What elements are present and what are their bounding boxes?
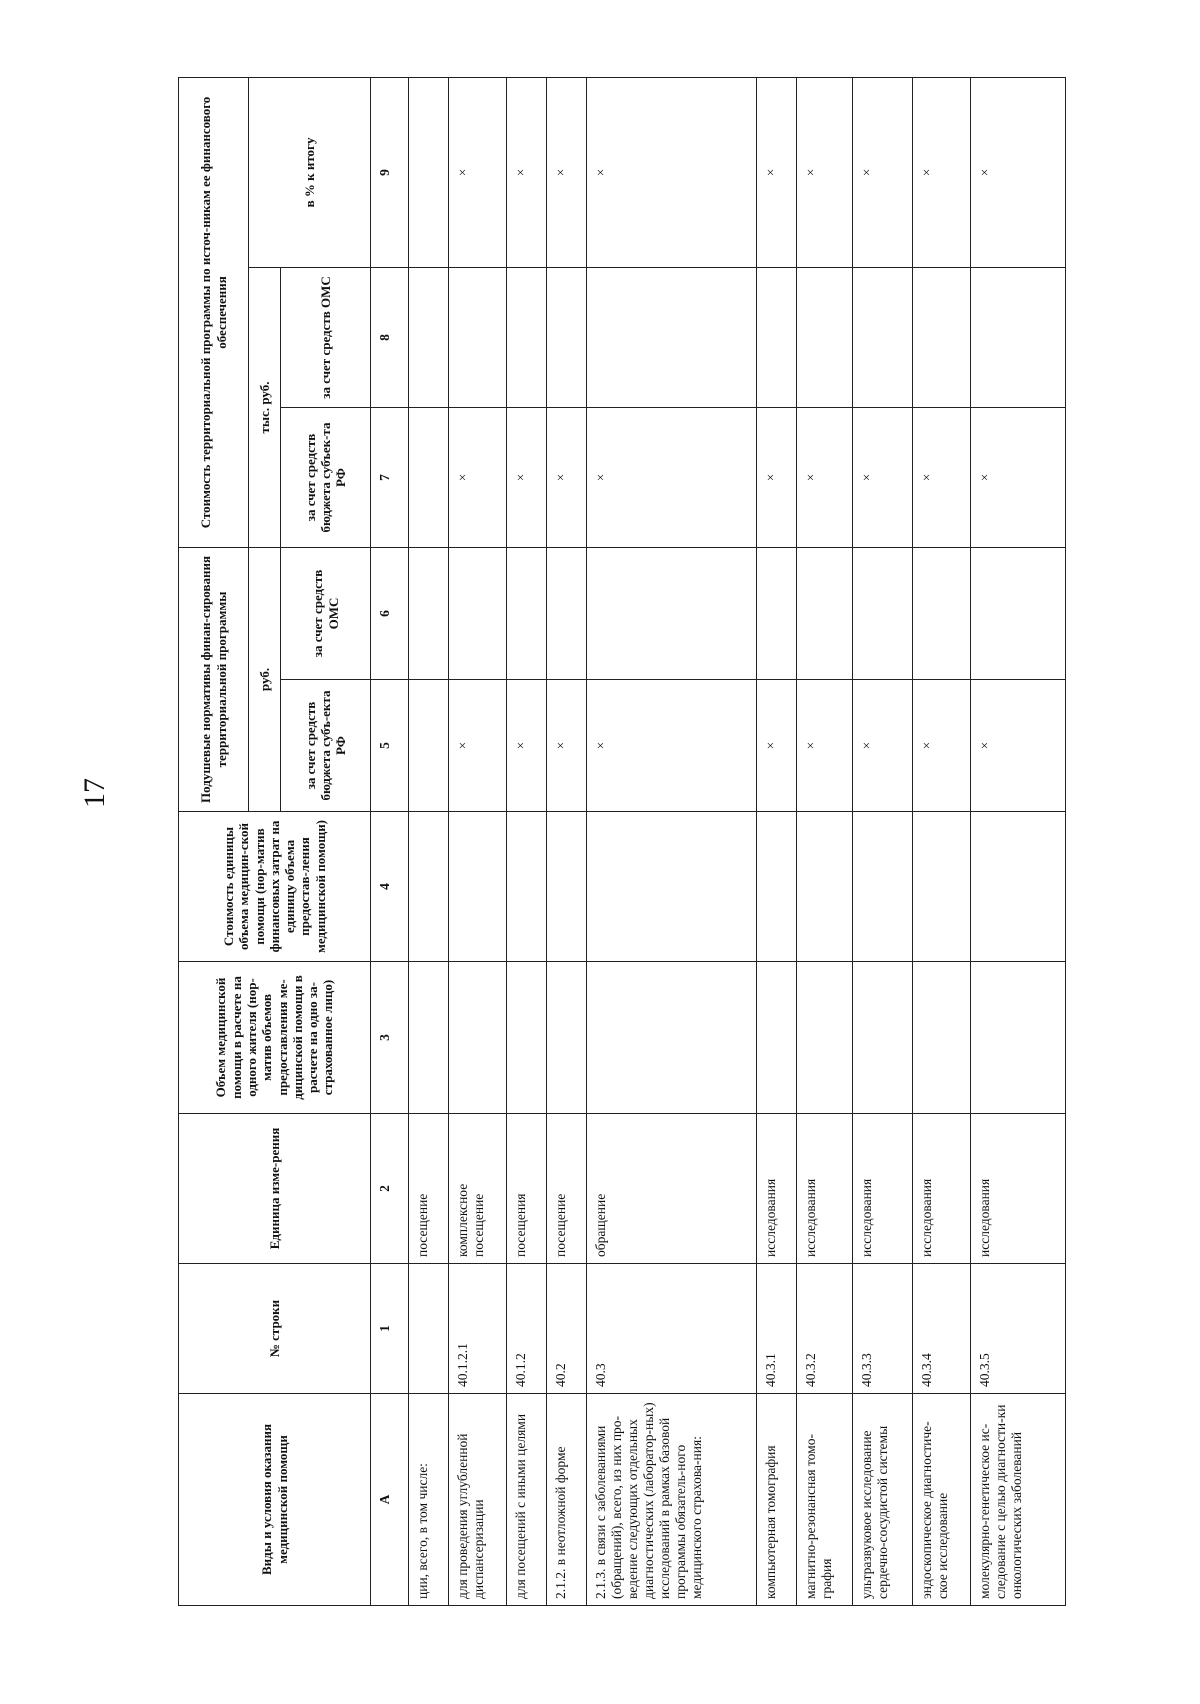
- cell-empty: [853, 812, 913, 962]
- cell-budget-per-capita: ×: [853, 680, 913, 812]
- cell-empty: [971, 962, 1066, 1114]
- table-row: [507, 77, 547, 1605]
- row-name: эндоскопическое диагностиче-ское исследование: [913, 1394, 971, 1606]
- header-unit: Единица изме-рения: [179, 1114, 371, 1264]
- cell-budget-cost: ×: [547, 407, 587, 547]
- row-code: 40.3.3: [853, 1264, 913, 1394]
- header-unit-cost: Стоимость единицы объема медицин-ской помощи (нор-матив финансовых затрат на единицу объема предостав-ления медицинской помощи): [179, 812, 371, 962]
- cell-percent: ×: [971, 77, 1066, 267]
- row-name: магнитно-резонансная томо-графия: [797, 1394, 853, 1606]
- row-name: молекулярно-генетическое ис-следование с целью диагности-ки онкологических заболеваний: [971, 1394, 1066, 1606]
- header-budget-cost: за счет средств бюджета субъек-та РФ: [281, 407, 371, 547]
- row-name: компьютерная томография: [757, 1394, 797, 1606]
- cell-budget-per-capita: ×: [971, 680, 1066, 812]
- cell-empty: [507, 267, 547, 407]
- cell-empty: [853, 267, 913, 407]
- cell-empty: [547, 812, 587, 962]
- cell-budget-cost: ×: [587, 407, 757, 547]
- cell-empty: [757, 547, 797, 679]
- row-name: 2.1.2. в неотложной форме: [547, 1394, 587, 1606]
- cell-empty: [449, 267, 507, 407]
- table-row: [409, 77, 449, 1605]
- cell-empty: [913, 547, 971, 679]
- cell-empty: [587, 812, 757, 962]
- cell-percent: ×: [507, 77, 547, 267]
- cell-budget-per-capita: ×: [757, 680, 797, 812]
- column-number: 8: [371, 267, 409, 407]
- cell-budget-per-capita: ×: [913, 680, 971, 812]
- cell-empty: [971, 547, 1066, 679]
- column-number: 9: [371, 77, 409, 267]
- row-unit: исследования: [913, 1114, 971, 1264]
- cell-empty: [853, 547, 913, 679]
- cell-empty: [507, 962, 547, 1114]
- cell-empty: [409, 267, 449, 407]
- cell-percent: ×: [913, 77, 971, 267]
- cell-empty: [797, 812, 853, 962]
- cell-budget-cost: ×: [853, 407, 913, 547]
- header-oms-cost: за счет средств ОМС: [281, 267, 371, 407]
- table-row: [449, 77, 507, 1605]
- row-code: 40.3.4: [913, 1264, 971, 1394]
- cell-budget-per-capita: ×: [507, 680, 547, 812]
- column-number: 1: [371, 1264, 409, 1394]
- cell-empty: [587, 267, 757, 407]
- cell-empty: [757, 962, 797, 1114]
- header-percent-total: в % к итогу: [249, 77, 371, 267]
- cell-empty: [971, 812, 1066, 962]
- rotated-table-container: [178, 78, 1066, 1606]
- cell-empty: [587, 547, 757, 679]
- row-name: для посещений с иными целями: [507, 1394, 547, 1606]
- header-unit-rub: руб.: [249, 547, 281, 811]
- table-row: [547, 77, 587, 1605]
- row-unit: исследования: [757, 1114, 797, 1264]
- row-name: ультразвуковое исследование сердечно-сосудистой системы: [853, 1394, 913, 1606]
- row-code: 40.3.2: [797, 1264, 853, 1394]
- cell-empty: [757, 267, 797, 407]
- row-name: 2.1.3. в связи с заболеваниями (обращений), всего, из них про-ведение следующих отдельных диагностических (лаборатор-ных) исследований в рамках базовой программы обязатель-ного медицинского страхова-ния:: [587, 1394, 757, 1606]
- header-per-capita-group: Подушевые нормативы финан-сирования территориальной программы: [179, 547, 249, 811]
- column-number: 3: [371, 962, 409, 1114]
- cell-empty: [409, 547, 449, 679]
- cell-percent: ×: [449, 77, 507, 267]
- row-code: 40.3: [587, 1264, 757, 1394]
- cell-percent: ×: [853, 77, 913, 267]
- row-code: 40.3.1: [757, 1264, 797, 1394]
- header-row-number: № строки: [179, 1264, 371, 1394]
- cell-budget-cost: ×: [507, 407, 547, 547]
- row-unit: обращение: [587, 1114, 757, 1264]
- column-number: 5: [371, 680, 409, 812]
- header-program-cost-group: Стоимость территориальной программы по источ-никам ее финансового обеспечения: [179, 77, 249, 547]
- column-number: 4: [371, 812, 409, 962]
- header-unit-thousand-rub: тыс. руб.: [249, 267, 281, 547]
- table-row: [797, 77, 853, 1605]
- table-row: [853, 77, 913, 1605]
- cell-empty: [409, 812, 449, 962]
- cell-empty: [449, 962, 507, 1114]
- cell-empty: [547, 547, 587, 679]
- cell-percent: ×: [547, 77, 587, 267]
- cell-budget-per-capita: ×: [547, 680, 587, 812]
- row-code: 40.2: [547, 1264, 587, 1394]
- cell-budget-per-capita: ×: [797, 680, 853, 812]
- column-number: 6: [371, 547, 409, 679]
- cell-empty: [449, 547, 507, 679]
- cell-budget-per-capita: ×: [587, 680, 757, 812]
- row-unit: исследования: [797, 1114, 853, 1264]
- row-unit: исследования: [971, 1114, 1066, 1264]
- table-row: [587, 77, 757, 1605]
- row-code: 40.3.5: [971, 1264, 1066, 1394]
- cell-empty: [587, 962, 757, 1114]
- cell-empty: [913, 267, 971, 407]
- cell-budget-cost: ×: [913, 407, 971, 547]
- header-budget-per-capita: за счет средств бюджета субъ-екта РФ: [281, 680, 371, 812]
- cell-empty: [507, 547, 547, 679]
- cell-percent: ×: [587, 77, 757, 267]
- cell-budget-cost: ×: [797, 407, 853, 547]
- cell-empty: [547, 962, 587, 1114]
- cell-percent: ×: [797, 77, 853, 267]
- cell-budget-cost: ×: [449, 407, 507, 547]
- row-code: [409, 1264, 449, 1394]
- cell-budget-per-capita: ×: [449, 680, 507, 812]
- row-code: 40.1.2.1: [449, 1264, 507, 1394]
- header-care-type: Виды и условия оказания медицинской помощи: [179, 1394, 371, 1606]
- cell-empty: [971, 267, 1066, 407]
- cell-empty: [449, 812, 507, 962]
- row-unit: посещение: [547, 1114, 587, 1264]
- cell-empty: [797, 267, 853, 407]
- financing-table: [178, 77, 1066, 1606]
- cell-budget-cost: [409, 407, 449, 547]
- cell-empty: [797, 962, 853, 1114]
- cell-empty: [853, 962, 913, 1114]
- table-row: [913, 77, 971, 1605]
- row-code: 40.1.2: [507, 1264, 547, 1394]
- cell-empty: [797, 547, 853, 679]
- row-unit: посещение: [409, 1114, 449, 1264]
- row-unit: комплексное посещение: [449, 1114, 507, 1264]
- page-number: 17: [78, 778, 111, 808]
- column-number: 7: [371, 407, 409, 547]
- cell-percent: ×: [757, 77, 797, 267]
- header-oms-per-capita: за счет средств ОМС: [281, 547, 371, 679]
- cell-percent: [409, 77, 449, 267]
- cell-empty: [757, 812, 797, 962]
- row-unit: посещения: [507, 1114, 547, 1264]
- table-row: [971, 77, 1066, 1605]
- cell-budget-cost: ×: [757, 407, 797, 547]
- row-name: ции, всего, в том числе:: [409, 1394, 449, 1606]
- cell-budget-cost: ×: [971, 407, 1066, 547]
- cell-budget-per-capita: [409, 680, 449, 812]
- cell-empty: [409, 962, 449, 1114]
- cell-empty: [913, 962, 971, 1114]
- cell-empty: [913, 812, 971, 962]
- row-unit: исследования: [853, 1114, 913, 1264]
- cell-empty: [507, 812, 547, 962]
- cell-empty: [547, 267, 587, 407]
- row-name: для проведения углубленной диспансеризации: [449, 1394, 507, 1606]
- table-row: [757, 77, 797, 1605]
- column-number: А: [371, 1394, 409, 1606]
- column-number: 2: [371, 1114, 409, 1264]
- header-volume: Объем медицинской помощи в расчете на одного жителя (нор-матив объемов предоставления ме-дицинской помощи в расчете на одно за-страхованное лицо): [179, 962, 371, 1114]
